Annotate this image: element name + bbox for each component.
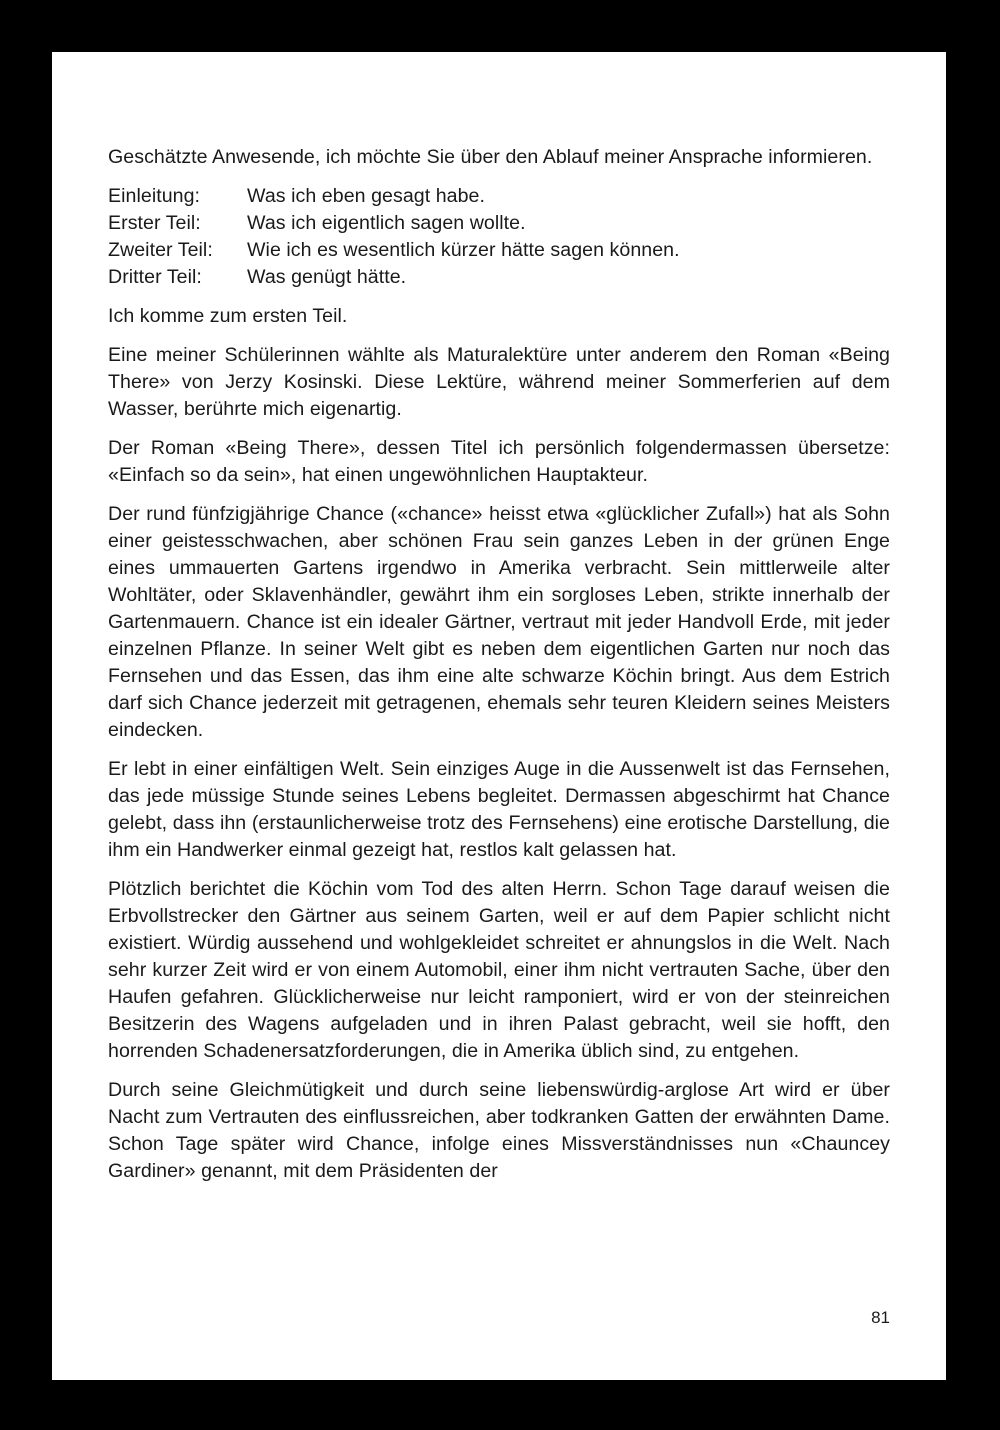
- page-number: 81: [871, 1308, 890, 1327]
- intro-paragraph: Geschätzte Anwesende, ich möchte Sie über den Ablauf meiner Ansprache informieren.: [108, 146, 873, 168]
- agenda-row: [108, 264, 680, 291]
- document-page: [52, 52, 946, 1380]
- paragraph: Der rund fünfzigjährige Chance («chance» heisst etwa «glücklicher Zufall») hat als Sohn einer geistesschwachen, aber schönen Frau sein ganzes Leben in der grünen Enge eines ummauerten Gartens irgendwo in Amerika verbracht. Sein mittlerweile alter Wohltäter, oder Sklavenhändler, gewährt ihm ein sorgloses Leben, strikte innerhalb der Gartenmauern. Chance ist ein idealer Gärtner, vertraut mit jeder Handvoll Erde, mit jeder einzelnen Pflanze. In seiner Welt gibt es neben dem eigentlichen Garten nur noch das Fernsehen und das Essen, das ihm eine alte schwarze Köchin bringt. Aus dem Estrich darf sich Chance jederzeit mit getragenen, ehemals sehr teuren Kleidern seines Meisters eindecken.: [108, 503, 890, 741]
- agenda-text: Was ich eigentlich sagen wollte.: [247, 212, 526, 234]
- body-text: [108, 144, 890, 1197]
- paragraph: Der Roman «Being There», dessen Titel ich persönlich folgendermassen übersetze: «Einfach so da sein», hat einen ungewöhnlichen Hauptakteur.: [108, 437, 890, 486]
- agenda-label: Dritter Teil:: [108, 266, 202, 288]
- agenda-label: Erster Teil:: [108, 212, 201, 234]
- agenda-row: [108, 183, 680, 210]
- paragraph: Durch seine Gleichmütigkeit und durch seine liebenswürdig-arglose Art wird er über Nacht zum Vertrauten des einflussreichen, aber todkranken Gatten der erwähnten Dame. Schon Tage später wird Chance, infolge eines Missverständnisses nun «Chauncey Gardiner» genannt, mit dem Präsidenten der: [108, 1079, 890, 1182]
- agenda-label: Einleitung:: [108, 185, 201, 207]
- agenda-text: Wie ich es wesentlich kürzer hätte sagen können.: [247, 239, 680, 261]
- paragraph: Er lebt in einer einfältigen Welt. Sein einziges Auge in die Aussenwelt ist das Fernsehen, das jede müssige Stunde seines Lebens begleitet. Dermassen abgeschirmt hat Chance gelebt, dass ihn (erstaunlicherweise trotz des Fernsehens) eine erotische Darstellung, die ihm ein Handwerker einmal gezeigt hat, restlos kalt gelassen hat.: [108, 758, 890, 861]
- paragraph: Ich komme zum ersten Teil.: [108, 305, 348, 327]
- agenda-row: [108, 210, 680, 237]
- paragraph: Eine meiner Schülerinnen wählte als Maturalektüre unter anderem den Roman «Being There» von Jerzy Kosinski. Diese Lektüre, während meiner Sommerferien auf dem Wasser, berührte mich eigenartig.: [108, 344, 890, 420]
- agenda-row: [108, 237, 680, 264]
- agenda-label: Zweiter Teil:: [108, 239, 213, 261]
- agenda-text: Was ich eben gesagt habe.: [247, 185, 485, 207]
- agenda-text: Was genügt hätte.: [247, 266, 407, 288]
- agenda-list: [108, 183, 680, 291]
- paragraph: Plötzlich berichtet die Köchin vom Tod des alten Herrn. Schon Tage darauf weisen die Erbvollstrecker den Gärtner aus seinem Garten, weil er auf dem Papier schlicht nicht existiert. Würdig aussehend und wohlgekleidet schreitet er ahnungslos in die Welt. Nach sehr kurzer Zeit wird er von einem Automobil, einer ihm nicht vertrauten Sache, über den Haufen gefahren. Glücklicherweise nur leicht ramponiert, wird er von der steinreichen Besitzerin des Wagens aufgeladen und in ihren Palast gebracht, weil sie hofft, den horrenden Schadenersatzforderungen, die in Amerika üblich sind, zu entgehen.: [108, 878, 890, 1062]
